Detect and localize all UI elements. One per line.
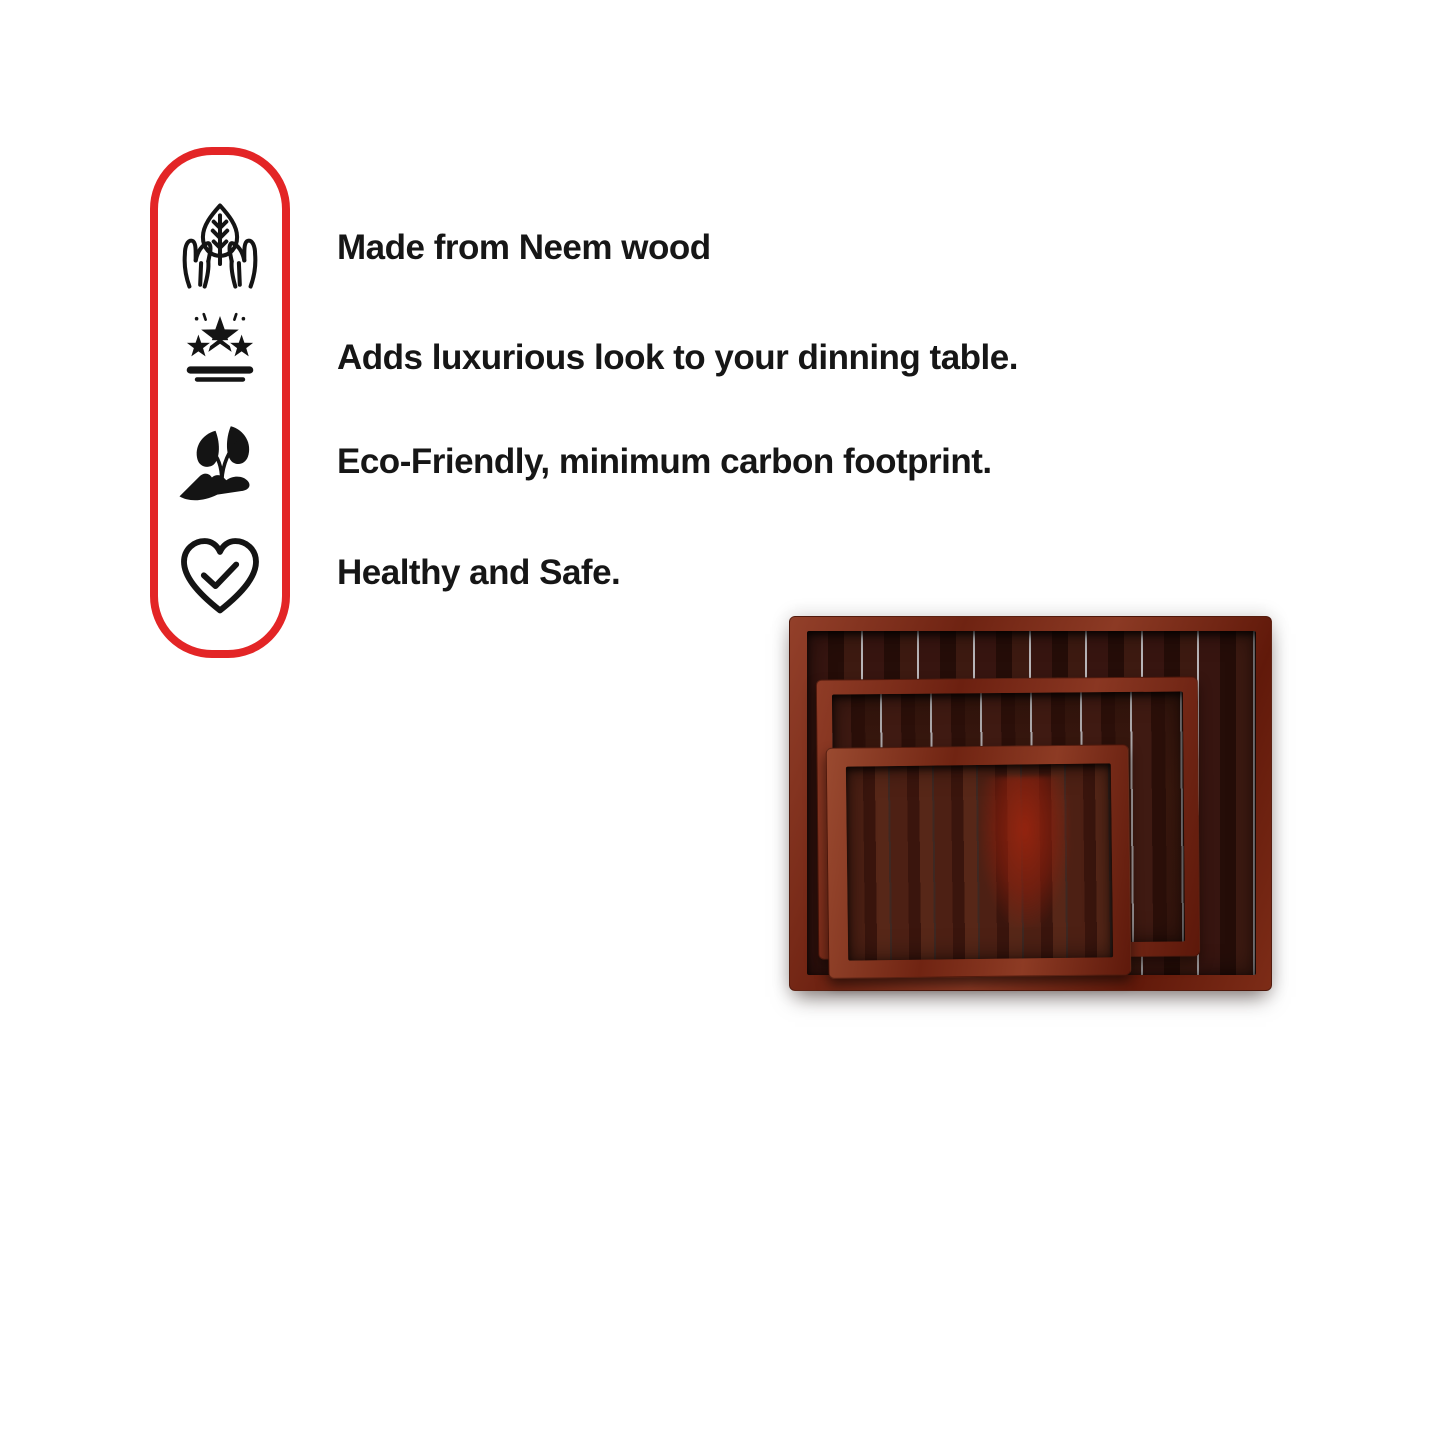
- tray-small-slatted-base: [846, 763, 1113, 960]
- heart-with-checkmark-svg: [175, 533, 265, 623]
- hand-with-plant-icon: [175, 419, 265, 509]
- feature-text-healthy-safe: Healthy and Safe.: [337, 553, 621, 592]
- feature-text-eco-friendly: Eco-Friendly, minimum carbon footprint.: [337, 442, 992, 481]
- wood-grain-red-streak: [978, 776, 1070, 928]
- luxury-stars-icon: [175, 307, 265, 397]
- hands-holding-leaf-svg: [175, 201, 265, 291]
- product-photo-wooden-tray-set: [789, 616, 1272, 991]
- luxury-stars-svg: [175, 307, 265, 397]
- hands-holding-leaf-icon: [175, 201, 265, 291]
- feature-text-neem-wood: Made from Neem wood: [337, 228, 711, 267]
- heart-with-checkmark-icon: [175, 533, 265, 623]
- hand-with-plant-svg: [175, 419, 265, 509]
- feature-text-luxurious-look: Adds luxurious look to your dinning table.: [337, 338, 1018, 377]
- tray-small: [826, 744, 1132, 979]
